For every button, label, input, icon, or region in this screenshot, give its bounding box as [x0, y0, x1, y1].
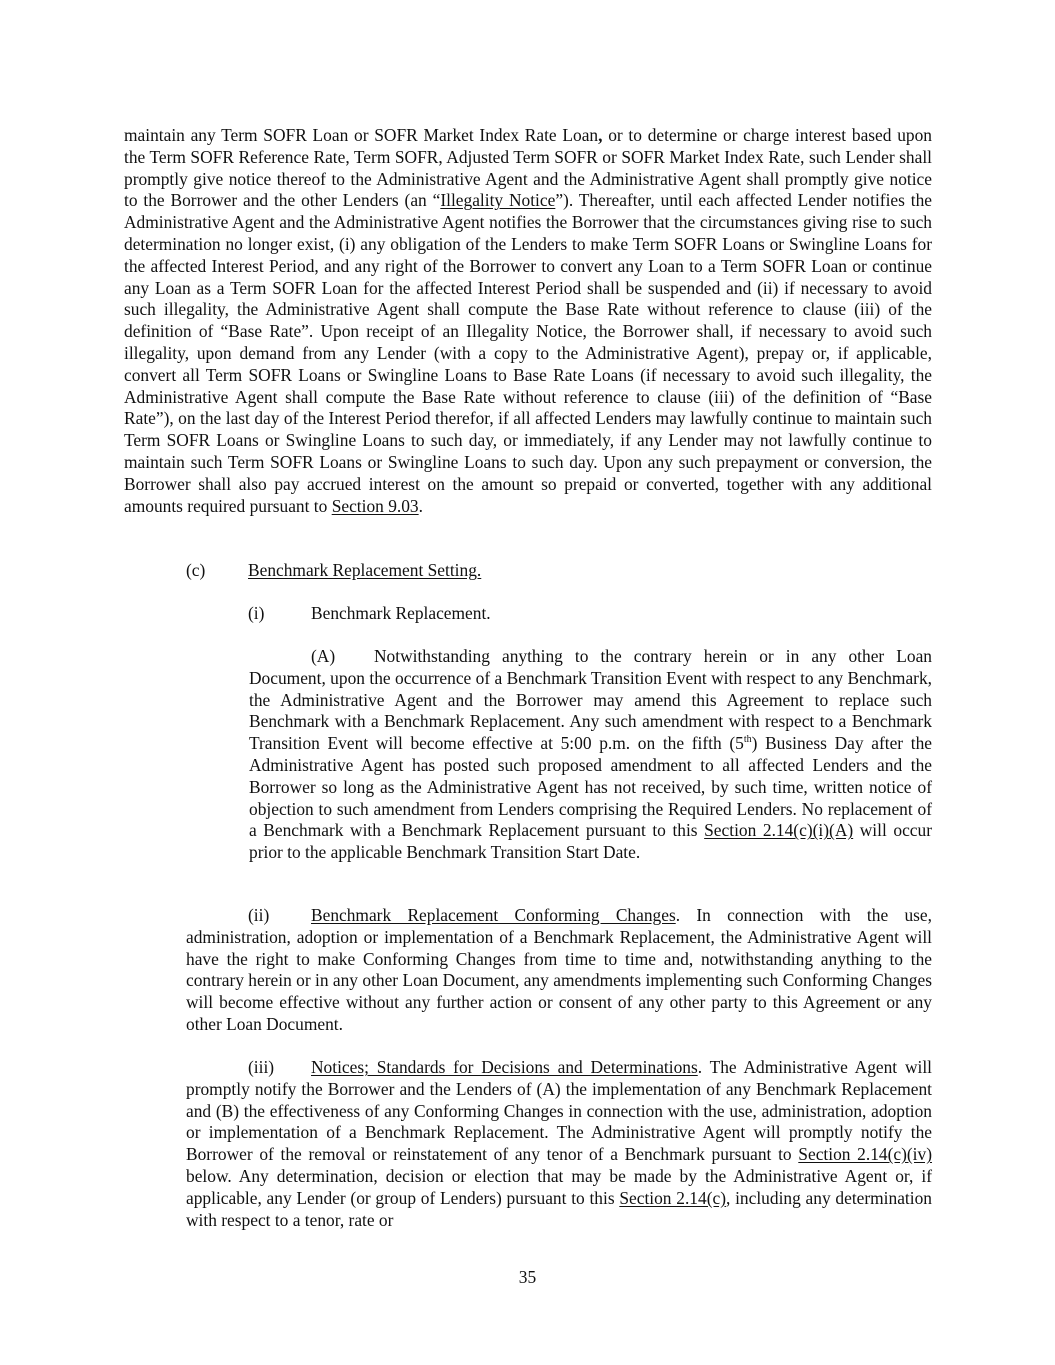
- clause-number: (ii): [248, 905, 270, 925]
- clause-title: Notices; Standards for Decisions and Determinations: [311, 1057, 698, 1077]
- paragraph-benchmark-replacement-A: (A) Notwithstanding anything to the contrary herein or in any other Loan Document, upon the occurrence of a Benchmark Transition Event with respect to any Benchmark, the Administrative Agent and the Borrower may amend this Agreement to replace such Benchmark with a Benchmark Replacement. Any such amendment with respect to a Benchmark Transition Event will become effective at 5:00 p.m. on the fifth (5th) Business Day after the Administrative Agent has posted such proposed amendment to all affected Lenders and the Borrower so long as the Administrative Agent has not received, by such time, written notice of objection to such amendment from Lenders comprising the Required Lenders. No replacement of a Benchmark with a Benchmark Replacement pursuant to this Section 2.14(c)(i)(A) will occur prior to the applicable Benchmark Transition Start Date.: [249, 646, 932, 863]
- clause-title: Benchmark Replacement Conforming Changes: [311, 905, 676, 925]
- page-number: 35: [518, 1267, 537, 1287]
- paragraph-notices-iii: (iii) Notices; Standards for Decisions and Determinations. The Administrative Agent will promptly notify the Borrower and the Lenders of (A) the implementation of any Benchmark Replacement and (B) the effectiveness of any Conforming Changes in connection with the use, administration, adoption or implementation of a Benchmark Replacement. The Administrative Agent will promptly notify the Borrower of the removal or reinstatement of any tenor of a Benchmark pursuant to Section 2.14(c)(iv) below. Any determination, decision or election that may be made by the Administrative Agent or, if applicable, any Lender (or group of Lenders) pursuant to this Section 2.14(c), including any determination with respect to a tenor, rate or: [186, 1057, 932, 1230]
- section-reference: Section 2.14(c): [619, 1187, 726, 1208]
- paragraph-illegality-continuation: maintain any Term SOFR Loan or SOFR Market Index Rate Loan, or to determine or charge interest based upon the Term SOFR Reference Rate, Term SOFR, Adjusted Term SOFR or SOFR Market Index Rate, such Lender shall promptly give notice thereof to the Administrative Agent and the Administrative Agent shall promptly give notice to the Borrower and the other Lenders (an “Illegality Notice”). Thereafter, until each affected Lender notifies the Administrative Agent and the Administrative Agent notifies the Borrower that the circumstances giving rise to such determination no longer exist, (i) any obligation of the Lenders to make Term SOFR Loans or Swingline Loans for the affected Interest Period, and any right of the Borrower to convert any Loan to a Term SOFR Loan or continue any Loan as a Term SOFR Loan for the affected Interest Period shall be suspended and (ii) if necessary to avoid such illegality, the Administrative Agent shall compute the Base Rate without reference to clause (iii) of the definition of “Base Rate”. Upon receipt of an Illegality Notice, the Borrower shall, if necessary to avoid such illegality, upon demand from any Lender (with a copy to the Administrative Agent), prepay or, if applicable, convert all Term SOFR Loans or Swingline Loans to Base Rate Loans (if necessary to avoid such illegality, the Administrative Agent shall compute the Base Rate without reference to clause (iii) of the definition of “Base Rate”), on the last day of the Interest Period therefor, if all affected Lenders may lawfully continue to maintain such Term SOFR Loans or Swingline Loans to such day, or immediately, if any Lender may not lawfully continue to maintain such Term SOFR Loans or Swingline Loans to such day. Upon any such prepayment or conversion, the Borrower shall also pay accrued interest on the amount so prepaid or converted, together with any additional amounts required pursuant to Section 9.03.: [124, 125, 933, 516]
- subsection-heading-i: [248, 603, 491, 625]
- subsection-number: (i): [248, 603, 265, 623]
- defined-term-illegality-notice: Illegality Notice: [440, 190, 556, 211]
- section-reference: Section 2.14(c)(i)(A): [704, 820, 854, 841]
- paragraph-conforming-changes-ii: (ii) Benchmark Replacement Conforming Changes. In connection with the use, administration, adoption or implementation of a Benchmark Replacement, the Administrative Agent will have the right to make Conforming Changes from time to time and, notwithstanding anything to the contrary herein or in any other Loan Document, any amendments implementing such Conforming Changes will become effective without any further action or consent of any other party to this Agreement or any other Loan Document.: [186, 905, 932, 1034]
- section-number: (c): [186, 560, 206, 580]
- section-title: Benchmark Replacement Setting.: [248, 560, 482, 580]
- clause-number: (A): [311, 646, 336, 666]
- section-reference: Section 2.14(c)(iv): [798, 1144, 932, 1165]
- clause-number: (iii): [248, 1057, 275, 1077]
- section-heading-c: [186, 560, 481, 582]
- section-reference-9-03: Section 9.03: [331, 495, 419, 516]
- subsection-title: Benchmark Replacement.: [311, 603, 491, 623]
